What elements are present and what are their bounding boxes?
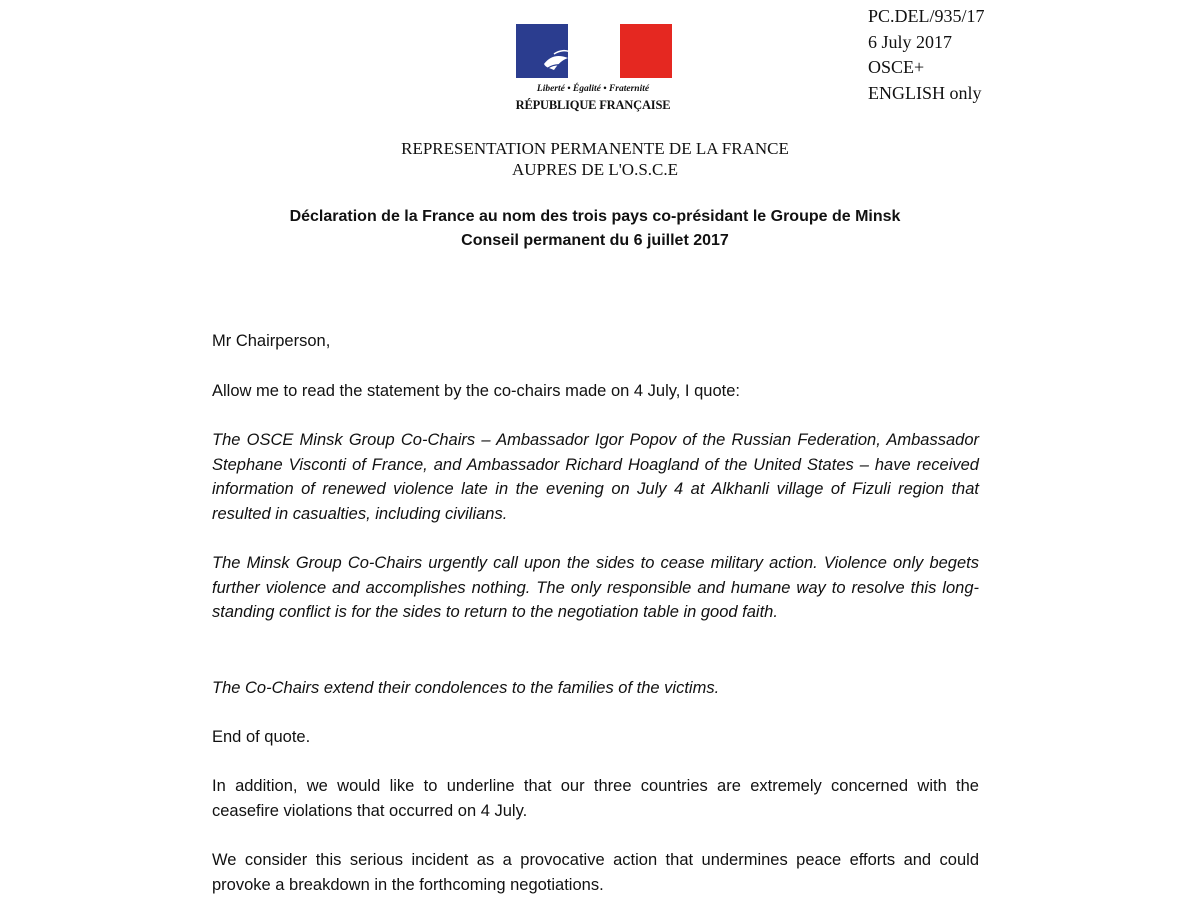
title-line-1: Déclaration de la France au nom des trois pays co-présidant le Groupe de Minsk bbox=[289, 208, 901, 225]
logo-republique: RÉPUBLIQUE FRANÇAISE bbox=[515, 98, 671, 112]
header-line-1: REPRESENTATION PERMANENTE DE LA FRANCE bbox=[401, 139, 789, 158]
marianne-emblem-icon bbox=[514, 24, 672, 82]
title-line-2: Conseil permanent du 6 juillet 2017 bbox=[461, 232, 729, 249]
salutation: Mr Chairperson, bbox=[212, 332, 331, 350]
header-line-2: AUPRES DE L'O.S.C.E bbox=[512, 160, 678, 179]
logo-motto: Liberté • Égalité • Fraternité bbox=[536, 84, 650, 94]
marianne-logo bbox=[514, 24, 676, 120]
quote-paragraph-1: The OSCE Minsk Group Co-Chairs – Ambassador Igor Popov of the Russian Federation, Ambassador Stephane Visconti of France, and Ambassador Richard Hoagland of the United States – have received information of renewed violence late in the evening on July 4 at Alkhanli village of Fizuli region that resulted in casualties, including civilians. bbox=[212, 431, 979, 523]
doc-distribution: OSCE+ bbox=[868, 57, 925, 77]
document-reference bbox=[868, 4, 985, 106]
quote-paragraph-3: The Co-Chairs extend their condolences to the families of the victims. bbox=[212, 679, 720, 697]
doc-language: ENGLISH only bbox=[868, 82, 982, 103]
intro-paragraph: Allow me to read the statement by the co-chairs made on 4 July, I quote: bbox=[212, 382, 740, 400]
consider-paragraph: We consider this serious incident as a provocative action that undermines peace efforts and could provoke a breakdown in the forthcoming negotiations. bbox=[212, 851, 979, 894]
quote-paragraph-2: The Minsk Group Co-Chairs urgently call upon the sides to cease military action. Violence only begets further violence and accomplishes nothing. The only responsible and humane way to resolve this long-standing conflict is for the sides to return to the negotiation table in good faith. bbox=[212, 554, 979, 621]
doc-date: 6 July 2017 bbox=[868, 31, 953, 52]
addition-paragraph: In addition, we would like to underline that our three countries are extremely concerned with the ceasefire violations that occurred on 4 July. bbox=[212, 777, 979, 820]
end-of-quote: End of quote. bbox=[212, 728, 311, 746]
doc-number: PC.DEL/935/17 bbox=[868, 6, 985, 26]
